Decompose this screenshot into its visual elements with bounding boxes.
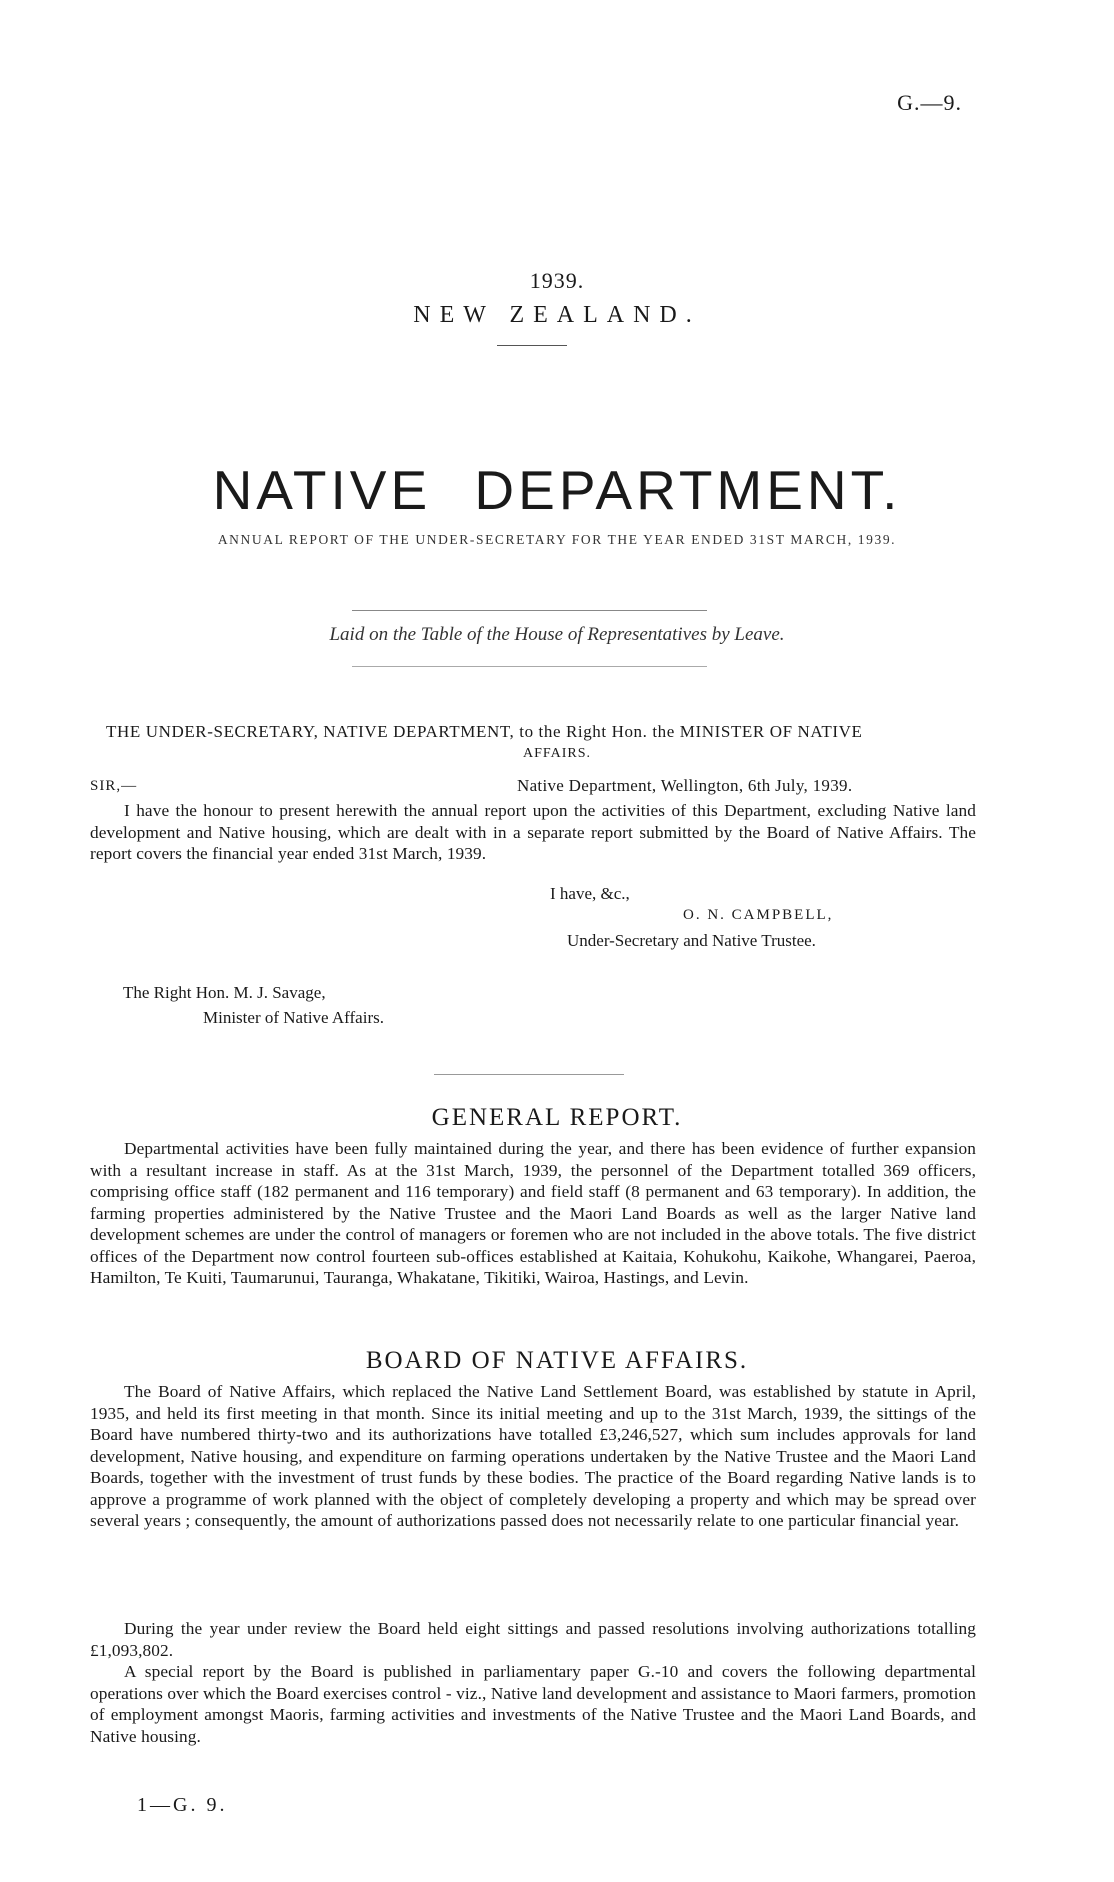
- signature-title: Under-Secretary and Native Trustee.: [567, 931, 816, 950]
- department-title: NATIVE DEPARTMENT.: [212, 459, 902, 521]
- board-heading: BOARD OF NATIVE AFFAIRS.: [365, 1347, 749, 1374]
- board-paragraph-3: [90, 1661, 976, 1747]
- general-report-body: [90, 1138, 976, 1289]
- report-subtitle: ANNUAL REPORT OF THE UNDER-SECRETARY FOR THE YEAR ENDED 31ST MARCH, 1939.: [217, 532, 897, 547]
- board-paragraph-1-text: The Board of Native Affairs, which replaced the Native Land Settlement Board, was established by statute in April, 1935, and held its first meeting in that month. Since its initial meeting and up to the 31st March, 1939, the sittings of the Board have numbered thirty-two and its authorizations have totalled £3,246,527, which sum includes approvals for land development, Native housing, and expenditure on farming operations undertaken by the Native Trustee and the Maori Land Boards, together with the investment of trust funds by these bodies. The practice of the Board regarding Native lands is to approve a programme of work planned with the object of completely developing a property and which may be spread over several years ; consequently, the amount of authorizations passed does not necessarily relate to one particular financial year.: [90, 1382, 976, 1530]
- laid-on-table-note: Laid on the Table of the House of Representatives by Leave.: [329, 624, 785, 645]
- letter-dateline: Native Department, Wellington, 6th July, 1939.: [517, 776, 853, 795]
- page-signature-mark: 1—G. 9.: [137, 1794, 228, 1816]
- divider-top: [352, 610, 707, 611]
- section-divider: [434, 1074, 624, 1075]
- addressee-line1: The Right Hon. M. J. Savage,: [123, 983, 326, 1002]
- board-paragraph-1: [90, 1381, 976, 1532]
- report-year: 1939.: [529, 268, 585, 293]
- signature-name: O. N. CAMPBELL,: [683, 907, 834, 923]
- general-report-heading: GENERAL REPORT.: [431, 1104, 683, 1131]
- letter-address-line2: AFFAIRS.: [522, 746, 592, 761]
- letter-closing: I have, &c.,: [550, 884, 630, 903]
- letter-body: [90, 800, 976, 865]
- divider-short: [497, 345, 567, 346]
- country-name: NEW ZEALAND.: [413, 302, 701, 328]
- addressee-line2: Minister of Native Affairs.: [203, 1008, 384, 1027]
- letter-address-line1: THE UNDER-SECRETARY, NATIVE DEPARTMENT, to the Right Hon. the MINISTER OF NATIVE: [106, 722, 863, 741]
- general-report-text: Departmental activities have been fully maintained during the year, and there has been evidence of further expansion with a resultant increase in staff. As at the 31st March, 1939, the personnel of the Department totalled 369 officers, comprising office staff (182 permanent and 116 temporary) and field staff (8 permanent and 63 temporary). In addition, the farming properties administered by the Native Trustee and the Maori Land Boards as well as the larger Native land development schemes are under the control of managers or foremen who are not included in the above totals. The five district offices of the Department now control fourteen sub-offices established at Kaitaia, Kohukohu, Kaikohe, Whangarei, Paeroa, Hamilton, Te Kuiti, Taumarunui, Tauranga, Whakatane, Tikitiki, Wairoa, Hastings, and Levin.: [90, 1139, 976, 1287]
- page-reference: G.—9.: [897, 90, 962, 115]
- letter-salutation: SIR,—: [90, 778, 138, 794]
- board-paragraph-2: [90, 1618, 976, 1661]
- divider-bottom: [352, 666, 707, 667]
- letter-body-text: I have the honour to present herewith the annual report upon the activities of this Department, excluding Native land development and Native housing, which are dealt with in a separate report submitted by the Board of Native Affairs. The report covers the financial year ended 31st March, 1939.: [90, 801, 976, 863]
- board-paragraph-3-text: A special report by the Board is published in parliamentary paper G.-10 and covers the following departmental operations over which the Board exercises control - viz., Native land development and assistance to Maori farmers, promotion of employment amongst Maoris, farming activities and investments of the Native Trustee and the Maori Land Boards, and Native housing.: [90, 1662, 976, 1746]
- board-paragraph-2-text: During the year under review the Board held eight sittings and passed resolutions involving authorizations totalling £1,093,802.: [90, 1619, 976, 1660]
